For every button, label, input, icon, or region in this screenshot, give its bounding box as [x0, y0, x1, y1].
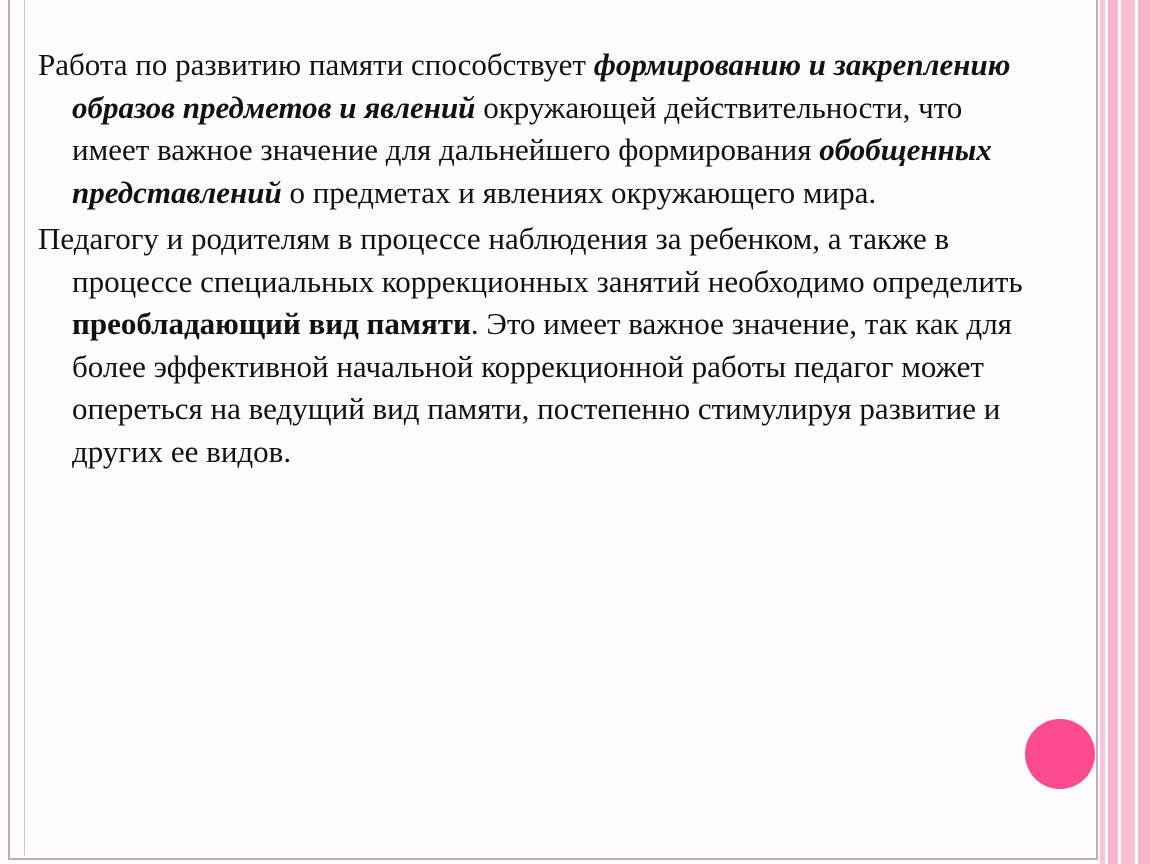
paragraph-memory-development [38, 44, 1038, 214]
text-run: о предметах и явлениях окружающего мира. [281, 174, 877, 210]
emphasis-bold: преобладающий вид памяти [72, 306, 471, 341]
text-run: Педагогу и родителям в процессе наблюдения за ребенком, а также в процессе специальных коррекционных занятий необходимо определить [38, 221, 1023, 299]
decorative-stripe [1108, 0, 1118, 864]
decorative-stripe [1121, 0, 1135, 864]
text-run: окружающей действительности, что имеет важное значение для дальнейшего формирования [72, 89, 963, 167]
emphasis-bold-italic: обобщенных представлений [72, 132, 992, 210]
decorative-pink-circle [1025, 719, 1095, 789]
paragraph-dominant-memory-type [38, 218, 1038, 473]
text-run: . Это имеет важное значение, так как для более эффективной начальной коррекционной работы педагог может опереться на ведущий вид памяти, постепенно стимулируя развитие и других ее видов. [72, 306, 1012, 469]
decorative-stripe [1138, 0, 1150, 864]
emphasis-bold-italic: формированию и закреплению образов предметов и явлений [72, 47, 1011, 125]
slide-body [38, 44, 1038, 477]
text-run: Работа по развитию памяти способствует [38, 47, 594, 82]
